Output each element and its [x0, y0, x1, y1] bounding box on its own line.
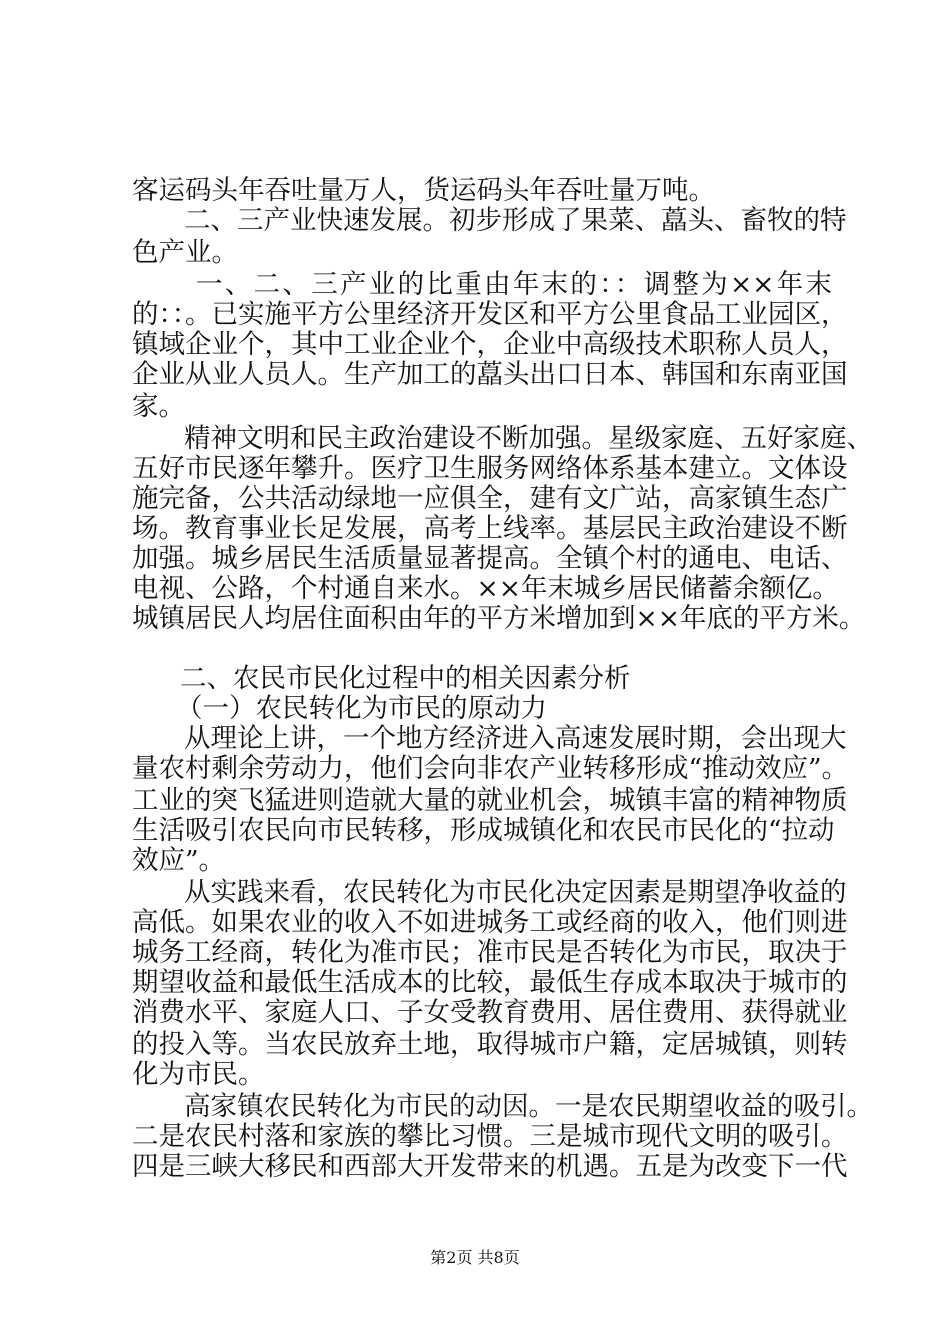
- text-line: 高家镇农民转化为市民的动因。一是农民期望收益的吸引。: [184, 1091, 873, 1122]
- text-line: 从实践来看，农民转化为市民化决定因素是期望净收益的: [184, 877, 847, 908]
- text-line: 电视、公路，个村通自来水。××年末城乡居民储蓄余额亿。: [132, 573, 839, 604]
- text-line: 生活吸引农民向市民转移，形成城镇化和农民市民化的“拉动: [132, 815, 835, 846]
- subsection-heading: （一）农民转化为市民的原动力: [176, 693, 547, 724]
- text-line: 的投入等。当农民放弃土地，取得城市户籍，定居城镇，则转: [132, 1029, 848, 1060]
- text-line: 四是三峡大移民和西部大开发带来的机遇。五是为改变下一代: [132, 1151, 848, 1182]
- text-line: 一、二、三产业的比重由年末的：：调整为××年末: [196, 269, 832, 300]
- text-line: 加强。城乡居民生活质量显著提高。全镇个村的通电、电话、: [132, 543, 848, 574]
- page-footer: 第2页 共8页: [430, 1248, 520, 1267]
- text-line: 家。: [132, 391, 185, 422]
- text-line: 期望收益和最低生活成本的比较，最低生存成本取决于城市的: [132, 967, 848, 998]
- section-heading: 二、农民市民化过程中的相关因素分析: [180, 663, 631, 694]
- text-line: 色产业。: [132, 237, 238, 268]
- text-line: 二是农民村落和家族的攀比习惯。三是城市现代文明的吸引。: [132, 1121, 848, 1152]
- text-line: 消费水平、家庭人口、子女受教育费用、居住费用、获得就业: [132, 997, 848, 1028]
- text-line: 五好市民逐年攀升。医疗卫生服务网络体系基本建立。文体设: [132, 453, 848, 484]
- text-line: 二、三产业快速发展。初步形成了果菜、藠头、畜牧的特: [184, 205, 847, 236]
- text-line: 施完备，公共活动绿地一应俱全，建有文广站，高家镇生态广: [132, 483, 848, 514]
- text-line: 城镇居民人均居住面积由年的平方米增加到××年底的平方米。: [132, 603, 866, 634]
- text-line: 精神文明和民主政治建设不断加强。星级家庭、五好家庭、: [184, 423, 873, 454]
- text-line: 镇域企业个，其中工业企业个，企业中高级技术职称人员人，: [132, 329, 848, 360]
- text-line: 场。教育事业长足发展，高考上线率。基层民主政治建设不断: [132, 513, 848, 544]
- text-line: 城务工经商，转化为准市民；准市民是否转化为市民，取决于: [132, 937, 848, 968]
- text-line: 高低。如果农业的收入不如进城务工或经商的收入，他们则进: [132, 907, 848, 938]
- text-line: 量农村剩余劳动力，他们会向非农产业转移形成“推动效应”。: [132, 753, 849, 784]
- text-line: 化为市民。: [132, 1059, 265, 1090]
- text-line: 从理论上讲，一个地方经济进入高速发展时期，会出现大: [184, 723, 847, 754]
- text-line: 客运码头年吞吐量万人，货运码头年吞吐量万吨。: [132, 175, 715, 206]
- text-line: 的：：。已实施平方公里经济开发区和平方公里食品工业园区，: [132, 299, 848, 330]
- text-line: 企业从业人员人。生产加工的藠头出口日本、韩国和东南亚国: [132, 359, 848, 390]
- text-line: 工业的突飞猛进则造就大量的就业机会，城镇丰富的精神物质: [132, 785, 848, 816]
- text-line: 效应”。: [132, 845, 226, 876]
